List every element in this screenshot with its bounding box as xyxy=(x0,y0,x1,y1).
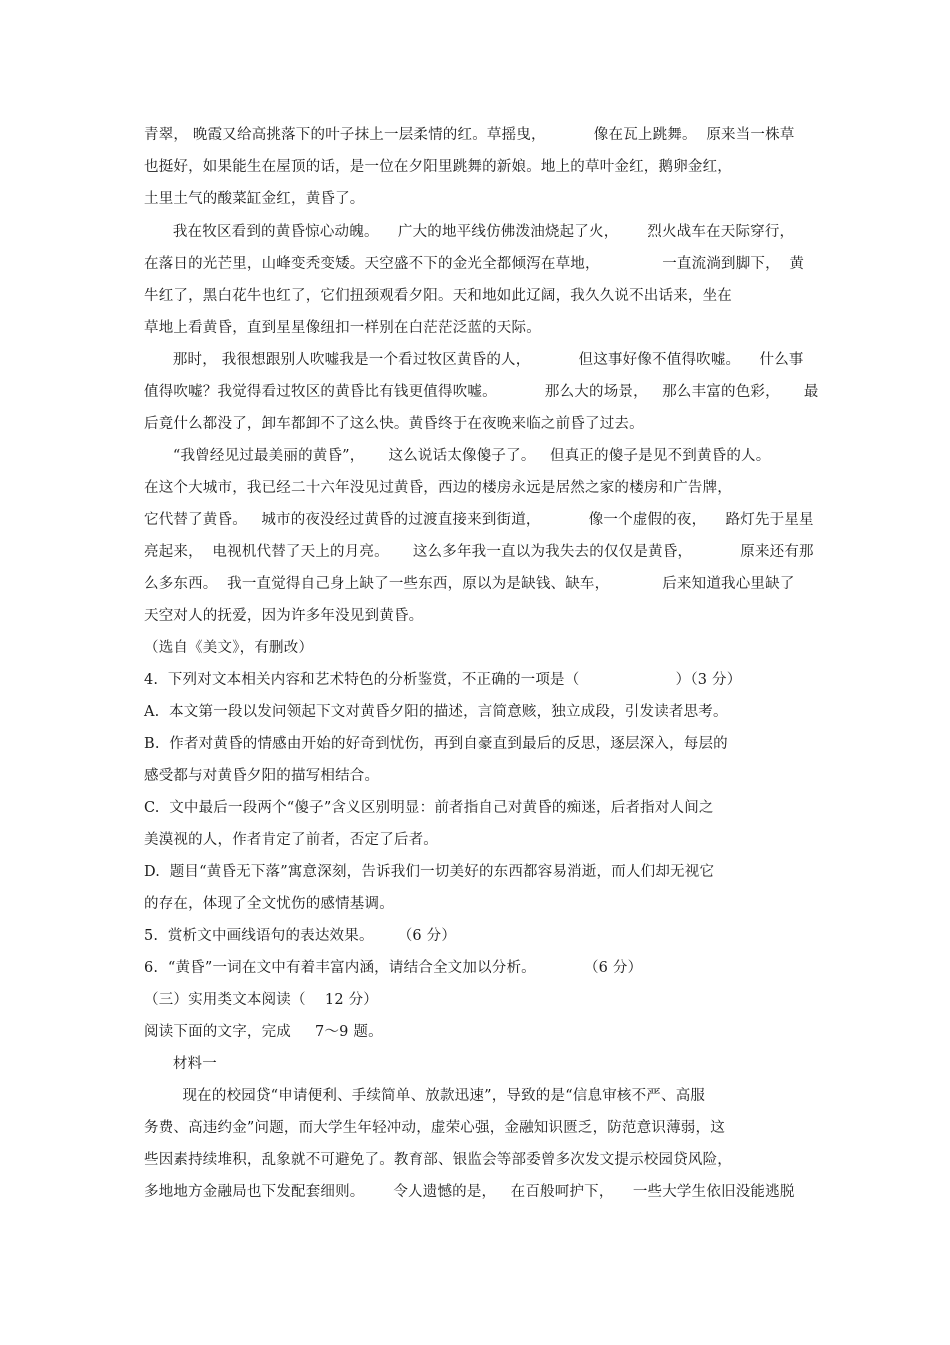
option-d: D. 题目“黄昏无下落”寓意深刻，告诉我们一切美好的东西都容易消逝，而人们却无视它 xyxy=(144,864,715,880)
option-b-cont: 感受都与对黄昏夕阳的描写相结合。 xyxy=(144,768,380,784)
source-note: （选自《美文》，有删改） xyxy=(144,640,314,656)
text-line: 务费、高违约金”问题，而大学生年轻冲动，虚荣心强，金融知识匮乏，防范意识薄弱，这 xyxy=(144,1120,725,1136)
text-line: 牛红了，黑白花牛也红了，它们扭颈观看夕阳。天和地如此辽阔，我久久说不出话来，坐在 xyxy=(144,288,732,304)
text-line: 么多东西。 我一直觉得自己身上缺了一些东西，原以为是缺钱、缺车， 后来知道我心里缺了 xyxy=(144,576,795,592)
question-6: 6. “黄昏”一词在文中有着丰富内涵，请结合全文加以分析。 （6 分） xyxy=(144,960,643,976)
text-line: 后竟什么都没了，卸车都卸不了这么快。黄昏终于在夜晚来临之前昏了过去。 xyxy=(144,416,644,432)
text-line: 土里土气的酸菜缸金红，黄昏了。 xyxy=(144,191,365,207)
question-5: 5. 赏析文中画线语句的表达效果。 （6 分） xyxy=(144,928,457,944)
text-line: “我曾经见过最美丽的黄昏”， 这么说话太像傻子了。 但真正的傻子是见不到黄昏的人。 xyxy=(144,448,771,464)
text-line: 天空对人的抚爱，因为许多年没见到黄昏。 xyxy=(144,608,424,624)
text-line: 也挺好，如果能生在屋顶的话，是一位在夕阳里跳舞的新娘。地上的草叶金红，鹅卵金红， xyxy=(144,159,732,175)
text-line: 青翠， 晚霞又给高挑落下的叶子抹上一层柔情的红。草摇曳， 像在瓦上跳舞。 原来当一株草 xyxy=(144,127,795,143)
text-line: 它代替了黄昏。 城市的夜没经过黄昏的过渡直接来到街道， 像一个虚假的夜， 路灯先于星星 xyxy=(144,512,814,528)
text-line: 在这个大城市，我已经二十六年没见过黄昏，西边的楼房永远是居然之家的楼房和广告牌， xyxy=(144,480,732,496)
text-line: 些因素持续堆积，乱象就不可避免了。教育部、银监会等部委曾多次发文提示校园贷风险， xyxy=(144,1152,732,1168)
option-b: B. 作者对黄昏的情感由开始的好奇到忧伤，再到自豪直到最后的反思，逐层深入，每层的 xyxy=(144,736,728,752)
text-line: 我在牧区看到的黄昏惊心动魄。 广大的地平线仿佛泼油烧起了火， 烈火战车在天际穿行， xyxy=(144,224,795,240)
text-line: 现在的校园贷“申请便利、手续简单、放款迅速”，导致的是“信息审核不严、高服 xyxy=(144,1088,706,1104)
question-4: 4. 下列对文本相关内容和艺术特色的分析鉴赏，不正确的一项是（ ）（3 分） xyxy=(144,672,742,688)
text-line: 多地地方金融局也下发配套细则。 令人遗憾的是， 在百般呵护下， 一些大学生依旧没能逃脱 xyxy=(144,1184,795,1200)
option-c: C. 文中最后一段两个“傻子”含义区别明显：前者指自己对黄昏的痴迷，后者指对人间之 xyxy=(144,800,714,816)
text-line: 那时， 我很想跟别人吹嘘我是一个看过牧区黄昏的人， 但这事好像不值得吹嘘。 什么事 xyxy=(144,352,804,368)
section-heading: （三）实用类文本阅读（ 12 分） xyxy=(144,992,378,1008)
text-line: 亮起来， 电视机代替了天上的月亮。 这么多年我一直以为我失去的仅仅是黄昏， 原来还有那 xyxy=(144,544,814,560)
material-heading: 材料一 xyxy=(144,1056,217,1072)
instruction: 阅读下面的文字，完成 7～9 题。 xyxy=(144,1024,383,1040)
text-line: 值得吹嘘？我觉得看过牧区的黄昏比有钱更值得吹嘘。 那么大的场景， 那么丰富的色彩， 最 xyxy=(144,384,819,400)
option-d-cont: 的存在，体现了全文忧伤的感情基调。 xyxy=(144,896,394,912)
text-line: 在落日的光芒里，山峰变秃变矮。天空盛不下的金光全都倾泻在草地， 一直流淌到脚下， 黄 xyxy=(144,256,805,272)
option-c-cont: 美漠视的人，作者肯定了前者，否定了后者。 xyxy=(144,832,438,848)
option-a: A. 本文第一段以发问领起下文对黄昏夕阳的描述，言简意赅，独立成段，引发读者思考。 xyxy=(144,704,728,720)
text-line: 草地上看黄昏，直到星星像纽扣一样别在白茫茫泛蓝的天际。 xyxy=(144,320,541,336)
